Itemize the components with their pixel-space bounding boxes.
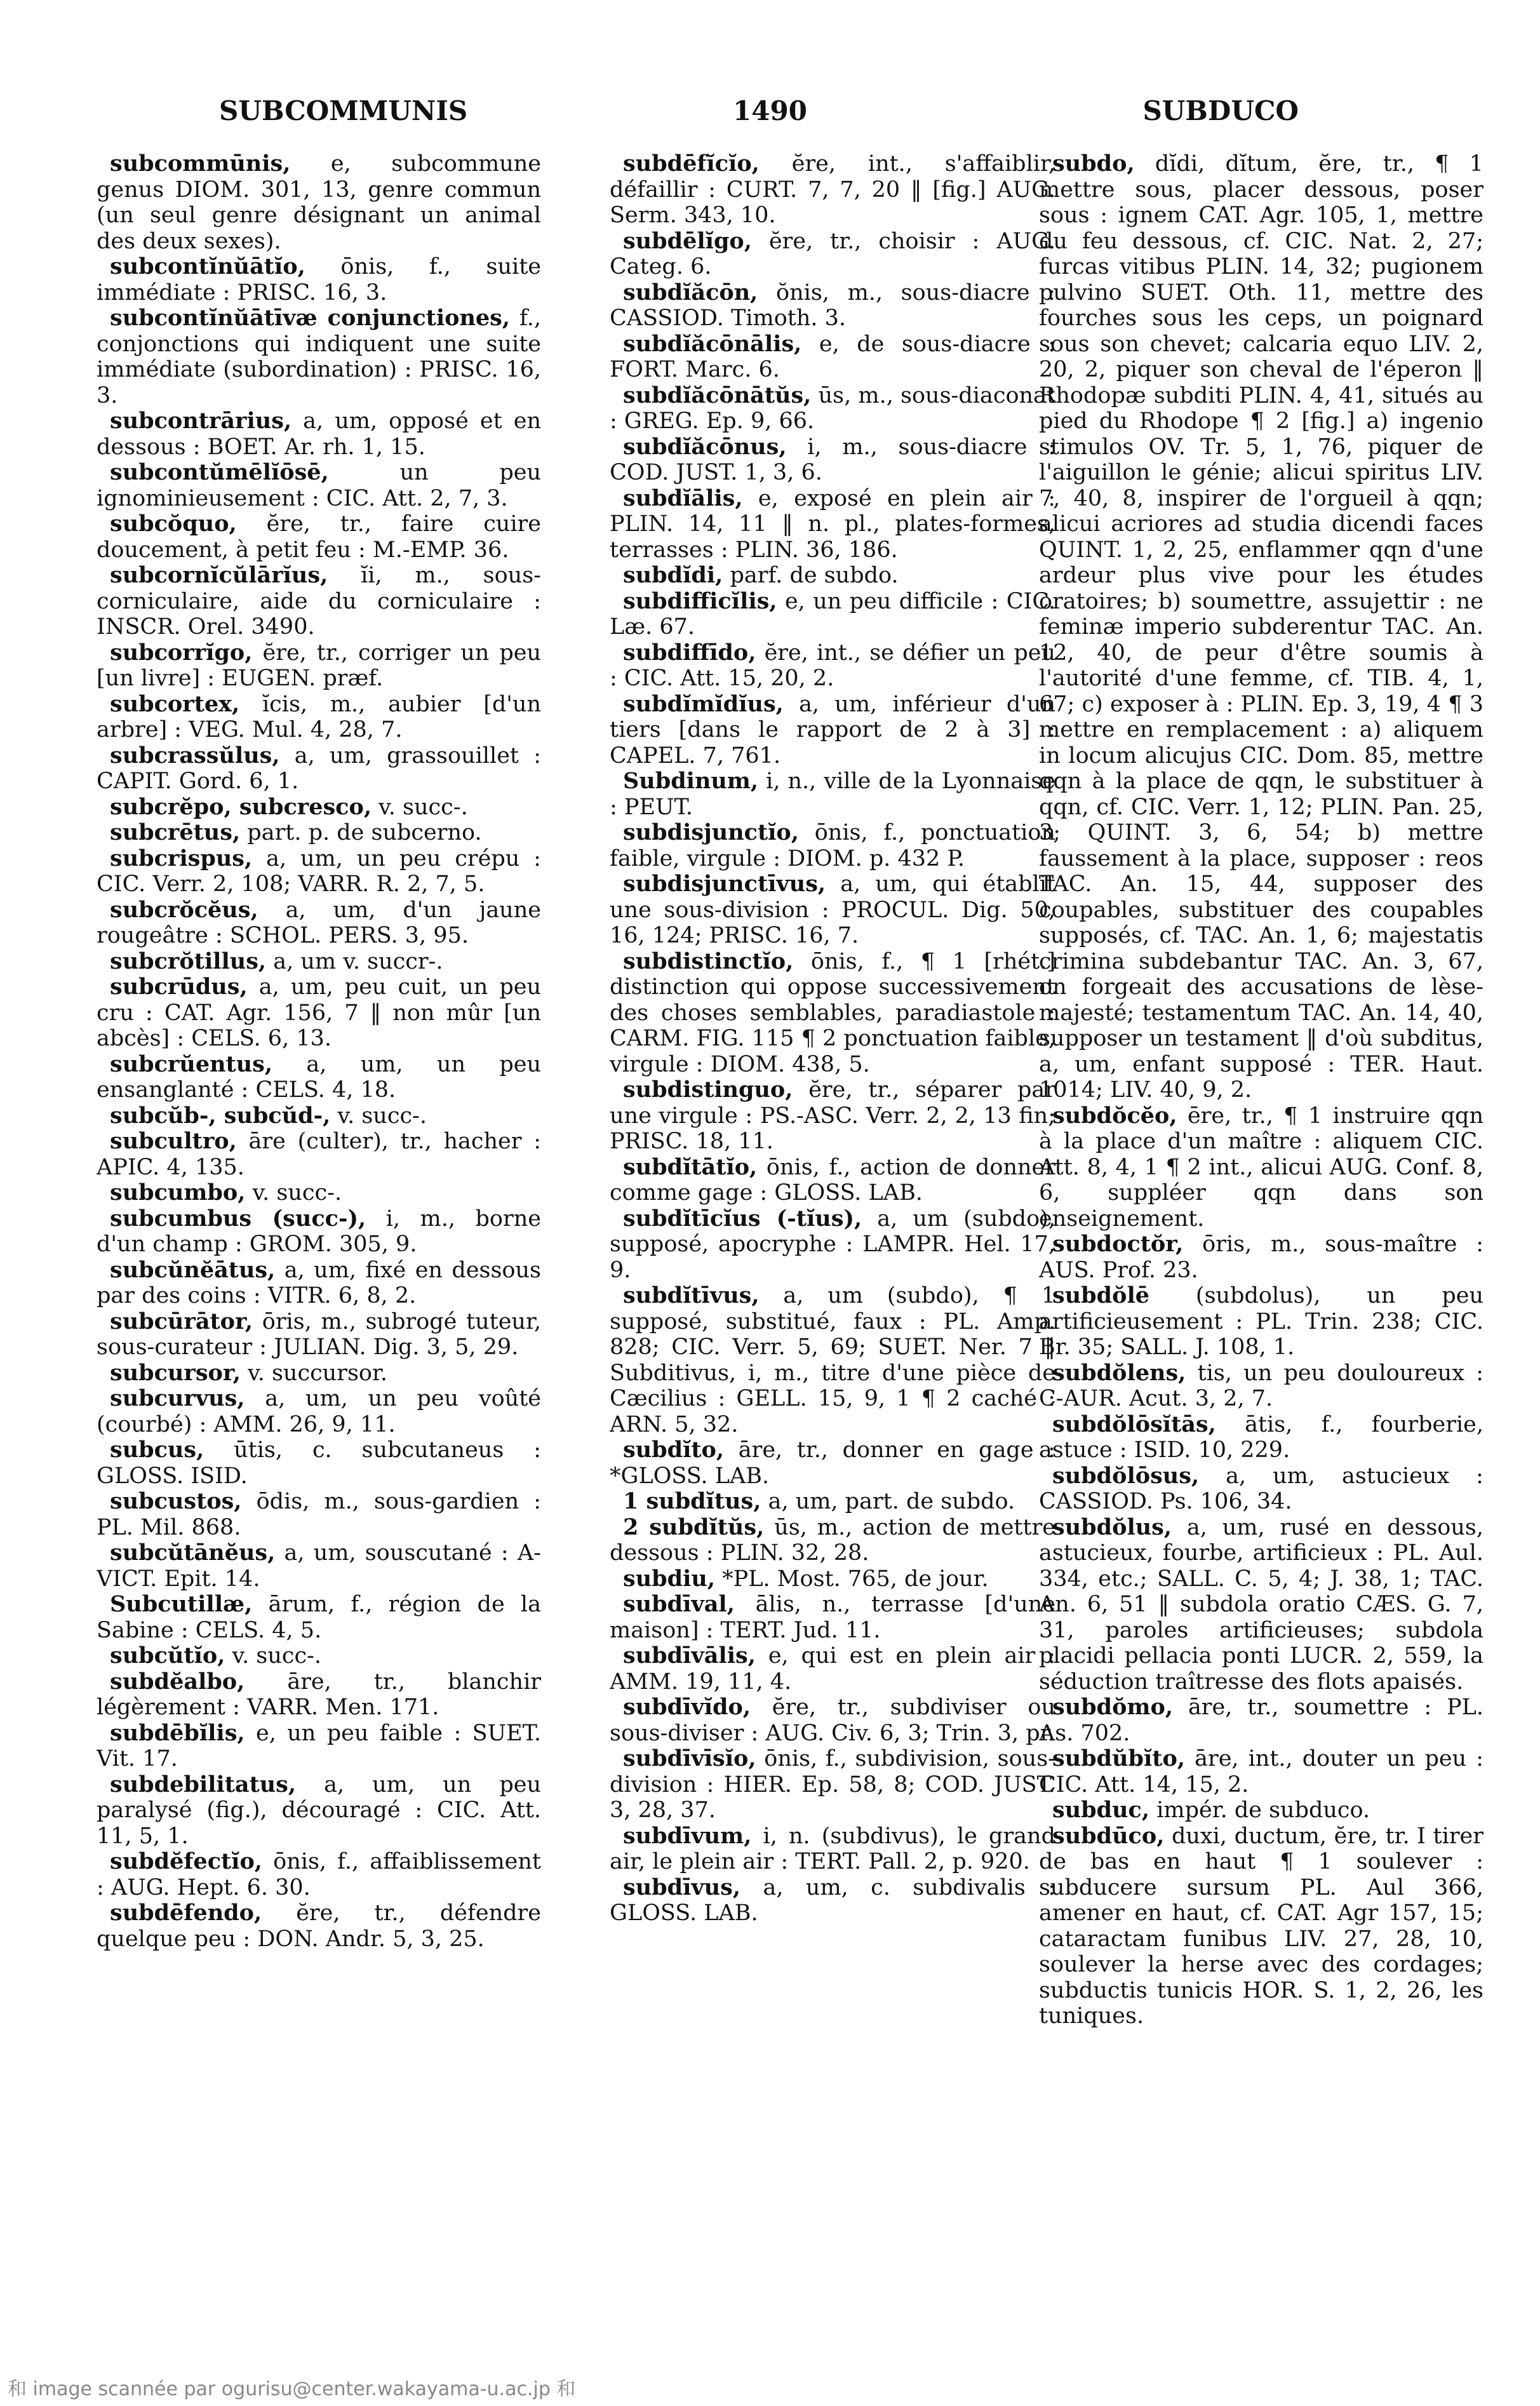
definition: ĕre, tr., séparer par une virgule : PS.-ASC. Verr. 2, 2, 13 fin; PRISC. 18, 11.	[610, 1077, 1055, 1154]
headword: subcŭnĕātus,	[110, 1256, 276, 1283]
definition: a, um, grassouillet : CAPIT. Gord. 6, 1.	[97, 743, 541, 794]
headword: subdistinctĭo,	[623, 948, 794, 974]
definition: e, de sous-diacre : FORT. Marc. 6.	[610, 331, 1055, 382]
headword: subcrētus,	[110, 819, 241, 845]
headword: subdīvālis,	[623, 1643, 756, 1669]
definition: ōnis, f., action de donner comme gage : GLOSS. LAB.	[610, 1154, 1055, 1206]
definition: āre, tr., donner en gage : *GLOSS. LAB.	[610, 1437, 1055, 1489]
dictionary-entry	[1039, 1412, 1483, 1463]
definition: ēre, tr., ¶ 1 instruire qqn à la place d'un maître : aliquem CIC. Att. 8, 4, 1 ¶ 2 int., alicui AUG. Conf. 8, 6, suppléer qqn dans son enseignement.	[1039, 1103, 1483, 1232]
dictionary-entry	[97, 1258, 541, 1309]
definition: i, m., sous-diacre : COD. JUST. 1, 3, 6.	[610, 434, 1055, 485]
dictionary-entry	[97, 1721, 541, 1772]
dictionary-entry	[97, 1437, 541, 1489]
definition: a, um, opposé et en dessous : BOET. Ar. rh. 1, 15.	[97, 408, 541, 460]
headword: subdīvĭdo,	[623, 1694, 751, 1720]
headword: subcŭtānĕus,	[110, 1540, 276, 1566]
definition: v. succ-.	[378, 794, 468, 820]
dictionary-entry	[1039, 1798, 1483, 1824]
headword: subdo,	[1052, 151, 1135, 177]
headword: subdĭăcōn,	[623, 279, 758, 306]
definition: ūs, m., action de mettre dessous : PLIN. 32, 28.	[610, 1514, 1055, 1566]
dictionary-entry	[97, 151, 541, 254]
definition: *PL. Most. 765, de jour.	[722, 1566, 989, 1592]
dictionary-entry	[610, 1824, 1055, 1875]
dictionary-entry	[610, 1566, 1055, 1592]
dictionary-entry	[610, 486, 1055, 563]
headword: subdŏmo,	[1052, 1694, 1174, 1720]
dictionary-entry	[610, 1489, 1055, 1515]
definition: a, um, astucieux : CASSIOD. Ps. 106, 34.	[1039, 1463, 1483, 1514]
dictionary-entry	[97, 1361, 541, 1387]
definition: i, m., borne d'un champ : GROM. 305, 9.	[97, 1206, 541, 1257]
headword: subdĭmĭdĭus,	[623, 690, 784, 717]
headword: subdēfendo,	[110, 1900, 262, 1926]
definition: parf. de subdo.	[730, 563, 899, 588]
definition: ĕre, int., se défier un peu : CIC. Att. 15, 20, 2.	[610, 640, 1055, 691]
headword: subdĭăcōnus,	[623, 433, 787, 460]
headword: subcorrĭgo,	[110, 639, 253, 666]
column-3	[1039, 151, 1483, 2317]
definition: i, n., ville de la Lyonnaise : PEUT.	[610, 769, 1055, 820]
headword: subcontrārius,	[110, 408, 292, 434]
dictionary-entry	[610, 280, 1055, 332]
dictionary-entry	[610, 1437, 1055, 1489]
dictionary-entry	[97, 743, 541, 795]
dictionary-entry	[1039, 1463, 1483, 1515]
headword: subdīvus,	[623, 1874, 741, 1900]
headword: subcūrātor,	[110, 1308, 253, 1334]
definition: a, um, fixé en dessous par des coins : VITR. 6, 8, 2.	[97, 1257, 541, 1308]
definition: v. succursor.	[248, 1360, 387, 1386]
dictionary-entry	[610, 1875, 1055, 1926]
page-number: 1490	[733, 95, 807, 126]
headword: subdĭtīcĭus (-tĭus),	[623, 1205, 862, 1232]
dictionary-entry	[1039, 151, 1483, 1103]
dictionary-entry	[97, 1309, 541, 1361]
dictionary-entry	[1039, 1361, 1483, 1412]
definition: ĕre, int., s'affaiblir, défaillir : CURT. 7, 7, 20 ‖ [fig.] AUG. Serm. 343, 10.	[610, 151, 1055, 228]
dictionary-entry	[97, 1206, 541, 1258]
dictionary-entry	[97, 1103, 541, 1129]
headword: subdēfĭcĭo,	[623, 151, 760, 177]
definition: ŏnis, m., sous-diacre : CASSIOD. Timoth. 3.	[610, 279, 1055, 331]
dictionary-entry	[97, 1772, 541, 1850]
dictionary-entry	[97, 974, 541, 1052]
headword: subdŏlens,	[1052, 1359, 1186, 1386]
headword: Subdinum,	[623, 768, 759, 794]
column-2	[610, 151, 1055, 2317]
headword: subdĭăcōnātŭs,	[623, 382, 812, 408]
definition: v. succ-.	[232, 1643, 322, 1669]
dictionary-entry	[610, 151, 1055, 229]
headword: subcornĭcŭlārĭus,	[110, 562, 328, 588]
headword: subdŏlus,	[1052, 1514, 1172, 1540]
definition: a, um, c. subdivalis : GLOSS. LAB.	[610, 1874, 1055, 1926]
headword: subdebilitatus,	[110, 1771, 297, 1798]
headword: subdoctŏr,	[1052, 1231, 1184, 1257]
headword: subdĕalbo,	[110, 1668, 245, 1695]
definition: ĕre, tr., corriger un peu [un livre] : EUGEN. præf.	[97, 640, 541, 691]
headword: subdĭtātĭo,	[623, 1153, 758, 1180]
definition: ōris, m., subrogé tuteur, sous-curateur : JULIAN. Dig. 3, 5, 29.	[97, 1308, 541, 1360]
headword: subdisjunctĭo,	[623, 819, 799, 845]
definition: a, um, un peu paralysé (fig.), découragé : CIC. Att. 11, 5, 1.	[97, 1771, 541, 1849]
headword: subdĭdi,	[623, 562, 723, 588]
dictionary-entry	[610, 434, 1055, 486]
dictionary-entry	[610, 1515, 1055, 1566]
headword: subcumbo,	[110, 1179, 246, 1206]
dictionary-entry	[610, 692, 1055, 769]
headword: subcursor,	[110, 1359, 241, 1386]
definition: āre, tr., blanchir légèrement : VARR. Men. 171.	[97, 1669, 541, 1720]
dictionary-entry	[610, 1077, 1055, 1155]
definition: ūs, m., sous-diaconat : GREG. Ep. 9, 66.	[610, 382, 1055, 434]
dictionary-entry	[610, 332, 1055, 383]
headword: subcrassŭlus,	[110, 742, 280, 769]
dictionary-entry	[97, 1643, 541, 1669]
definition: ōnis, f., ponctuation faible, virgule : DIOM. p. 432 P.	[610, 820, 1055, 871]
definition: e, un peu difficile : CIC. Læ. 67.	[610, 588, 1055, 640]
headword: subdīval,	[623, 1591, 735, 1617]
headword: subcrŏcĕus,	[110, 896, 258, 923]
definition: e, qui est en plein air : AMM. 19, 11, 4.	[610, 1643, 1055, 1695]
dictionary-entry	[1039, 1515, 1483, 1695]
dictionary-entry	[97, 408, 541, 460]
headword: subcumbus (succ-),	[110, 1205, 366, 1232]
definition: ūtis, c. subcutaneus : GLOSS. ISID.	[97, 1437, 541, 1489]
dictionary-entry	[1039, 1746, 1483, 1798]
definition: a, um, un peu voûté (courbé) : AMM. 26, 9, 11.	[97, 1386, 541, 1437]
definition: f., conjonctions qui indiquent une suite immédiate (subordination) : PRISC. 16, 3.	[97, 306, 541, 408]
definition: āre, tr., soumettre : PL. As. 702.	[1039, 1695, 1483, 1746]
headword: Subcutillæ,	[110, 1591, 253, 1617]
dictionary-entry	[97, 511, 541, 563]
definition: tis, un peu douloureux : C-AUR. Acut. 3, 2, 7.	[1039, 1360, 1483, 1411]
definition: āre (culter), tr., hacher : APIC. 4, 135.	[97, 1129, 541, 1180]
dictionary-entry	[610, 1592, 1055, 1643]
dictionary-entry	[610, 1155, 1055, 1206]
headword: subdĭto,	[623, 1437, 725, 1463]
headword: subcrūdus,	[110, 974, 248, 1000]
definition: impér. de subduco.	[1156, 1798, 1370, 1823]
running-head-right: SUBDUCO	[1142, 95, 1299, 126]
definition: a, um, qui établit une sous-division : PROCUL. Dig. 50, 16, 124; PRISC. 16, 7.	[610, 871, 1055, 948]
dictionary-entry	[610, 1283, 1055, 1437]
scan-top-strip	[0, 0, 1540, 14]
definition: ātis, f., fourberie, astuce : ISID. 10, 229.	[1039, 1411, 1483, 1463]
dictionary-entry	[97, 460, 541, 511]
headword: 2 subdĭtŭs,	[623, 1514, 765, 1540]
dictionary-entry	[97, 306, 541, 408]
definition: a, um, inférieur d'un tiers [dans le rapport de 2 à 3] : CAPEL. 7, 761.	[610, 691, 1055, 769]
page-header	[0, 95, 1540, 133]
headword: subcŭb-, subcŭd-,	[110, 1102, 331, 1129]
dictionary-entry	[97, 1669, 541, 1721]
definition: a, um (subdo), supposé, apocryphe : LAMPR. Hel. 17, 9.	[610, 1206, 1055, 1283]
definition: ĭi, m., sous-corniculaire, aide du corniculaire : INSCR. Orel. 3490.	[97, 563, 541, 640]
definition: a, um, souscutané : A-VICT. Epit. 14.	[97, 1540, 541, 1592]
dictionary-entry	[97, 1592, 541, 1643]
headword: subdŏlōsus,	[1052, 1462, 1200, 1489]
dictionary-entry	[97, 949, 541, 975]
dictionary-entry	[97, 1129, 541, 1180]
dictionary-entry	[610, 1746, 1055, 1824]
dictionary-entry	[1039, 1232, 1483, 1283]
dictionary-entry	[610, 871, 1055, 949]
headword: subcultro,	[110, 1128, 237, 1154]
headword: subdifficĭlis,	[623, 588, 777, 614]
dictionary-entry	[610, 949, 1055, 1078]
dictionary-entry	[97, 1052, 541, 1103]
definition: i, n. (subdivus), le grand air, le plein air : TERT. Pall. 2, p. 920.	[610, 1823, 1055, 1874]
definition: ōnis, f., suite immédiate : PRISC. 16, 3.	[97, 254, 541, 306]
headword: subcrŭentus,	[110, 1051, 273, 1077]
headword: subdiu,	[623, 1565, 716, 1592]
dictionary-entry	[97, 692, 541, 743]
definition: ĕre, tr., défendre quelque peu : DON. Andr. 5, 3, 25.	[97, 1900, 541, 1952]
definition: a, um, part. de subdo.	[768, 1489, 1015, 1514]
headword: subcrĕpo, subcresco,	[110, 793, 372, 820]
definition: part. p. de subcerno.	[247, 820, 482, 845]
dictionary-entry	[97, 1386, 541, 1437]
definition: a, um, un peu ensanglanté : CELS. 4, 18.	[97, 1051, 541, 1103]
headword: subdistinguo,	[623, 1077, 793, 1103]
headword: subcortex,	[110, 690, 240, 717]
dictionary-entry	[1039, 1283, 1483, 1361]
headword: subdūco,	[1052, 1822, 1165, 1849]
headword: 1 subdĭtus,	[623, 1488, 761, 1514]
definition: ōnis, f., ¶ 1 [rhét.] distinction qui oppose successivement des choses semblables, paradiastole : CARM. FIG. 115 ¶ 2 ponctuation faible, virgule : DIOM. 438, 5.	[610, 948, 1055, 1077]
dictionary-entry	[97, 1540, 541, 1592]
headword: subdĭăcōnālis,	[623, 330, 802, 357]
definition: dĭdi, dĭtum, ĕre, tr., ¶ 1 mettre sous, placer dessous, poser sous : ignem CAT. Agr. 105, 1, mettre du feu dessous, cf. CIC. Nat. 2, 27; furcas vitibus PLIN. 14, 32; pugionem pulvino SUET. Oth. 11, mettre des fourches sous les ceps, un poignard sous son chevet; calcaria equo LIV. 2, 20, 2, piquer son cheval de l'éperon ‖ Rhodopæ subditi PLIN. 4, 41, situés au pied du Rhodope ¶ 2 [fig.] a) ingenio stimulos OV. Tr. 5, 1, 76, piquer de l'aiguillon le génie; alicui spiritus LIV. 7, 40, 8, inspirer de l'orgueil à qqn; alicui acriores ad studia dicendi faces QUINT. 1, 2, 25, enflammer qqn d'une ardeur plus vive pour les études oratoires; b) soumettre, assujettir : ne feminæ imperio subderentur TAC. An. 12, 40, de peur d'être soumis à l'autorité d'une femme, cf. TIB. 4, 1, 67; c) exposer à : PLIN. Ep. 3, 19, 4 ¶ 3 mettre en remplacement : a) aliquem in locum alicujus CIC. Dom. 85, mettre qqn à la place de qqn, le substituer à qqn, cf. CIC. Verr. 1, 12; PLIN. Pan. 25, 3; QUINT. 3, 6, 54; b) mettre faussement à la place, supposer : reos TAC. An. 15, 44, supposer des coupables, substituer des coupables supposés, cf. TAC. An. 1, 6; majestatis crimina subdebantur TAC. An. 3, 67, on forgeait des accusations de lèse-majesté; testamentum TAC. An. 14, 40, supposer un testament ‖ d'où subditus, a, um, enfant supposé : TER. Haut. 1014; LIV. 40, 9, 2.	[1039, 151, 1483, 1103]
definition: a, um, rusé en dessous, astucieux, fourbe, artificieux : PL. Aul. 334, etc.; SALL. C. 5, 4; J. 38, 1; TAC. An. 6, 51 ‖ subdola oratio CÆS. G. 7, 31, paroles artificieuses; subdola placidi pellacia ponti LUCR. 2, 559, la séduction traîtresse des flots apaisés.	[1039, 1514, 1483, 1695]
definition: a, um, un peu crépu : CIC. Verr. 2, 108; VARR. R. 2, 7, 5.	[97, 845, 541, 897]
definition: a, um, d'un jaune rougeâtre : SCHOL. PERS. 3, 95.	[97, 897, 541, 948]
dictionary-entry	[97, 563, 541, 640]
headword: subdēlĭgo,	[623, 227, 752, 254]
headword: subdŏlē	[1052, 1282, 1150, 1308]
dictionary-entry	[97, 846, 541, 897]
headword: subduc,	[1052, 1797, 1150, 1823]
definition: ĕre, tr., choisir : AUG. Categ. 6.	[610, 228, 1055, 279]
headword: subcommūnis,	[110, 151, 291, 177]
headword: subdĭtīvus,	[623, 1282, 760, 1308]
definition: duxi, ductum, ĕre, tr. I tirer de bas en haut ¶ 1 soulever : subducere sursum PL. Aul 366, amener en haut, cf. CAT. Agr 157, 15; cataractam funibus LIV. 27, 28, 10, soulever la herse avec des cordages; subductis tunicis HOR. S. 1, 2, 26, les tuniques.	[1039, 1823, 1483, 2029]
headword: subdŭbĭto,	[1052, 1745, 1186, 1771]
headword: subdŏcĕo,	[1052, 1102, 1177, 1129]
definition: ōdis, m., sous-gardien : PL. Mil. 868.	[97, 1489, 541, 1540]
dictionary-entry	[97, 1180, 541, 1206]
running-head-left: SUBCOMMUNIS	[219, 95, 468, 126]
definition: v. succ-.	[337, 1103, 427, 1129]
dictionary-entry	[97, 1849, 541, 1900]
dictionary-entry	[1039, 1824, 1483, 2029]
dictionary-entry	[610, 1206, 1055, 1284]
definition: ōris, m., sous-maître : AUS. Prof. 23.	[1039, 1232, 1483, 1283]
definition: ĕre, tr., faire cuire doucement, à petit feu : M.-EMP. 36.	[97, 511, 541, 563]
headword: subcontŭmēlĭōsē,	[110, 459, 329, 485]
headword: subcrispus,	[110, 845, 253, 871]
definition: a, um, peu cuit, un peu cru : CAT. Agr. 156, 7 ‖ non mûr [un abcès] : CELS. 6, 13.	[97, 974, 541, 1051]
dictionary-entry	[97, 640, 541, 692]
dictionary-entry	[610, 589, 1055, 640]
scan-credit: 和 image scannée par ogurisu@center.wakayama-u.ac.jp 和	[8, 2378, 576, 2400]
headword: subcrŏtillus,	[110, 948, 267, 974]
dictionary-entry	[610, 820, 1055, 871]
dictionary-entry	[97, 254, 541, 306]
headword: subdŏlōsĭtās,	[1052, 1411, 1216, 1437]
headword: subcurvus,	[110, 1385, 245, 1411]
definition: a, um v. succr-.	[273, 948, 443, 974]
headword: subdīvīsĭo,	[623, 1745, 756, 1771]
definition: ĭcis, m., aubier [d'un arbre] : VEG. Mul. 4, 28, 7.	[97, 691, 541, 743]
headword: subcŏquo,	[110, 511, 237, 537]
headword: subcŭtĭo,	[110, 1643, 225, 1669]
headword: subcustos,	[110, 1488, 242, 1514]
dictionary-entry	[610, 1643, 1055, 1695]
dictionary-entry	[610, 640, 1055, 692]
definition: e, un peu faible : SUET. Vit. 17.	[97, 1720, 541, 1771]
headword: subdisjunctīvus,	[623, 871, 826, 897]
dictionary-entry	[610, 383, 1055, 434]
definition: āre, int., douter un peu : CIC. Att. 14, 15, 2.	[1039, 1746, 1483, 1798]
definition: ĕre, tr., subdiviser ou sous-diviser : AUG. Civ. 6, 3; Trin. 3, pr.	[610, 1695, 1055, 1746]
definition: e, subcommune genus DIOM. 301, 13, genre commun (un seul genre désignant un animal des deux sexes).	[97, 151, 541, 254]
definition: ālis, n., terrasse [d'une maison] : TERT. Jud. 11.	[610, 1592, 1055, 1643]
headword: subcontĭnŭātĭo,	[110, 253, 305, 279]
headword: subdīvum,	[623, 1822, 752, 1849]
definition: ōnis, f., subdivision, sous-division : HIER. Ep. 58, 8; COD. JUST. 3, 28, 37.	[610, 1746, 1055, 1823]
headword: subdĕfectĭo,	[110, 1848, 262, 1874]
definition: (subdolus), un peu artificieusement : PL. Trin. 238; CIC. Br. 35; SALL. J. 108, 1.	[1039, 1283, 1483, 1360]
headword: subcontĭnŭātīvæ conjunctiones,	[110, 305, 511, 331]
definition: ārum, f., région de la Sabine : CELS. 4, 5.	[97, 1592, 541, 1643]
definition: e, exposé en plein air : PLIN. 14, 11 ‖ n. pl., plates-formes, terrasses : PLIN. 36, 186.	[610, 485, 1055, 563]
dictionary-entry	[97, 795, 541, 821]
dictionary-entry	[97, 1900, 541, 1952]
dictionary-entry	[610, 1695, 1055, 1746]
dictionary-entry	[1039, 1695, 1483, 1746]
dictionary-entry	[97, 897, 541, 949]
dictionary-entry	[610, 563, 1055, 589]
headword: subcus,	[110, 1437, 204, 1463]
headword: subdĭālis,	[623, 485, 743, 511]
column-1	[97, 151, 541, 2317]
definition: ōnis, f., affaiblissement : AUG. Hept. 6. 30.	[97, 1849, 541, 1900]
dictionary-entry	[1039, 1103, 1483, 1232]
definition: un peu ignominieusement : CIC. Att. 2, 7, 3.	[97, 460, 541, 511]
definition: v. succ-.	[252, 1180, 342, 1206]
definition: a, um (subdo), ¶ 1 supposé, substitué, faux : PL. Amp. 828; CIC. Verr. 5, 69; SUET. Ner. 7 ‖ Subditivus, i, m., titre d'une pièce de Cæcilius : GELL. 15, 9, 1 ¶ 2 caché : ARN. 5, 32.	[610, 1283, 1055, 1437]
headword: subdēbĭlis,	[110, 1719, 245, 1746]
dictionary-entry	[97, 1489, 541, 1540]
dictionary-entry	[610, 229, 1055, 280]
dictionary-entry	[610, 769, 1055, 820]
headword: subdiffīdo,	[623, 639, 756, 666]
dictionary-entry	[97, 820, 541, 846]
